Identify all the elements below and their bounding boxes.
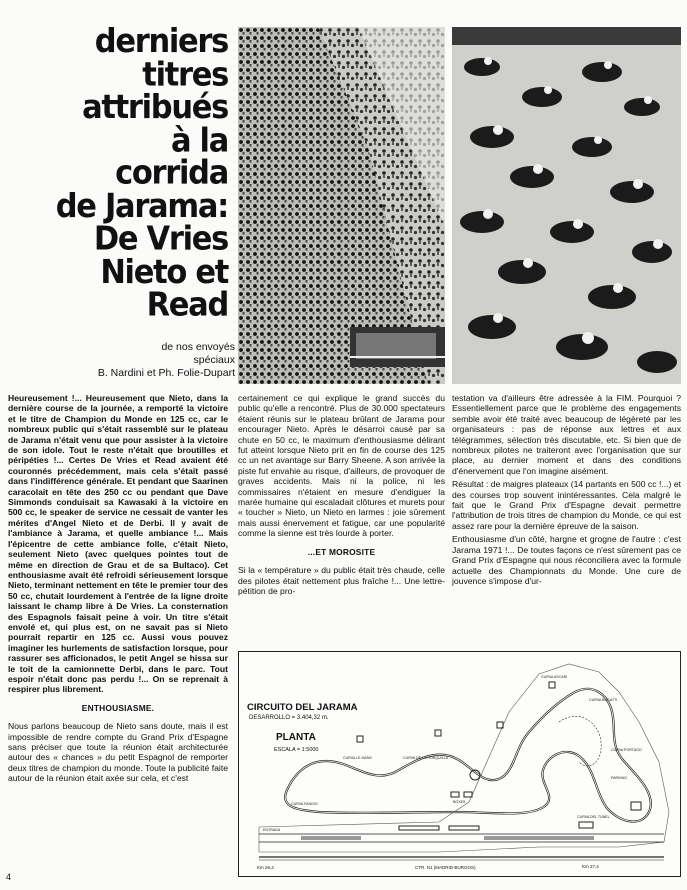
headline-line: titres <box>142 55 228 94</box>
map-label: CURVA LE MANS <box>343 756 372 760</box>
map-label: PARKING <box>611 776 627 780</box>
crowd-photo <box>238 27 445 384</box>
map-title: CIRCUITO DEL JARAMA <box>247 702 358 713</box>
headline-line: corrida <box>115 154 228 193</box>
byline-line: spéciaux <box>193 354 235 366</box>
article-column-3 <box>452 393 681 589</box>
motorcycles-photo <box>452 27 681 384</box>
byline <box>35 341 235 380</box>
subhead-enthousiasme: ENTHOUSIASME. <box>81 702 155 713</box>
map-label: CURVA DEL TUNEL <box>577 815 610 819</box>
paragraph: Nous parlons beaucoup de Nieto sans doute, mais il est impossible de rendre compte du Grand Prix d'Espagne sans préciser que toute la réunion était architecturée autour des « chances » du petit Espagnol de remporter deux titres de champion du monde. Toute la publicité faite autour de la réunion était axée sur cela, et c'est <box>8 721 228 784</box>
map-scale: ESCALA = 1:5000 <box>274 747 319 753</box>
headline-line: derniers <box>94 22 228 61</box>
map-km-left: Km 26,4 <box>257 865 274 870</box>
map-road-label: CTR. N1 (MADRID-BURGOS) <box>415 865 476 870</box>
article-column-1 <box>8 393 228 787</box>
page-number: 4 <box>6 872 12 882</box>
map-km-right: Km 27,4 <box>582 864 599 869</box>
byline-line: de nos envoyés <box>161 341 235 353</box>
map-label: ENTRADA <box>263 828 281 832</box>
paragraph: Résultat : de maigres plateaux (14 partants en 500 cc !...) et des courses trop souvent inintéressantes. Cela malgré le fait que le Grand Prix d'Espagne devait permettre l'attribution de trois titres de champion du Monde, ce qui est assez rare pour la dernière épreuve de la saison. <box>452 479 681 531</box>
byline-authors: B. Nardini et Ph. Folie-Dupart <box>97 367 235 379</box>
circuit-track-drawing <box>239 652 680 876</box>
article-column-2 <box>238 393 445 599</box>
map-label: BOXES <box>453 800 466 804</box>
map-label: CURVA DE LA HORQUILLA <box>403 756 449 760</box>
map-label: CURVA ASCARI <box>541 675 568 679</box>
circuit-map <box>238 651 681 877</box>
paragraph: Enthousiasme d'un côté, hargne et grogne de l'autre : c'est Jarama 1971 !... De toutes façons ce n'est sûrement pas ce Grand Prix d'Espagne qui nous réconciliera avec la formule actuelle des Championnats du Monde. Une cure de jouvence s'impose d'ur- <box>452 534 681 586</box>
lead-paragraph: Heureusement !... Heureusement que Nieto, dans la dernière course de la journée, a remporté la victoire et le titre de Champion du Monde en 125 cc, car le nombreux public qui s'était rassemblé sur le plateau de Jarama n'était venu que pour assister à la victoire de son idole. Tout le reste n'était que broutilles et péripéties !... Certes De Vries et Read avaient été couronnés précédemment, mais cela s'était passé dans l'indifférence générale. Et pendant que Saarinen caracolait en tête des 250 cc ou pendant que Dave Simmonds conduisait sa Kawasaki à la victoire en 500 cc, le speaker de service ne cessait de vanter les mérites d'Angel Nieto et de Derbi. Il y avait de l'ambiance à Jarama, et quelle ambiance !... Mais l'épicentre de cette ambiance folle, c'était Nieto, seulement Nieto (avec quelques pointes tout de même en direction de Grau et de sa Bultaco). Cet enthousiasme avait été refroidi sérieusement lorsque Nieto, terminant nettement en tête le premier tour des 50 cc, chutait lourdement à l'entrée de la ligne droite laissant le champ libre à De Vries. La consternation des Espagnols faisait peine à voir. Un titre s'était envolé et, qui plus est, on ne savait pas si Nieto pourrait repartir en 125 cc. Aussi vous pouvez imaginer les hurlements de satisfaction lorsque, pour rassurer ses afficionados, le petit Angel se hissa sur le toit de la camionnette Derbi, dans le parc. Tout espoir n'était donc pas perdu !... On se reprenait à respirer plus librement. <box>8 393 228 695</box>
map-label: CURVA FANGIO <box>291 802 318 806</box>
map-planta: PLANTA <box>276 732 316 743</box>
paragraph: certainement ce qui explique le grand succès du public qu'elle a rencontré. Plus de 30.000 spectateurs étaient réunis sur le plateau brûlant de Jarama pour encourager Nieto. Après le désarroi causé par sa chute en 50 cc, le maximum d'enthousiasme délirant fut atteint lorsque Nieto prit en fin de course des 125 cc un net avantage sur Barry Sheene. A son arrivée la piste fut envahie au risque, d'ailleurs, de provoquer de graves accidents. Mais ni la police, ni les commissaires n'étaient en mesure d'endiguer la marée humaine qui escaladait clôtures et murets pour « toucher » Nieto, un Nieto en larmes : joie sûrement mais aussi énervement et fatigue, car une popularité comme la sienne est très lourde à porter. <box>238 393 445 539</box>
headline-line: de Jarama: <box>55 187 228 226</box>
headline-line: Read <box>146 286 228 325</box>
headline-line: De Vries <box>93 220 228 259</box>
map-label: CURVA BUGATTI <box>589 698 618 702</box>
map-label: CURVA PORTAGO <box>611 748 642 752</box>
headline-line: à la <box>170 121 228 160</box>
paragraph: Si la « température » du public était très chaude, celle des pilotes était nettement plus fraîche !... Une lettre-pétition de pro- <box>238 565 445 596</box>
paragraph: testation va d'ailleurs être adressée à la FIM. Pourquoi ? Essentiellement parce que le problème des engagements semble avoir été traité avec beaucoup de légèreté par les organisateurs : pas de réponse aux lettres et aux télégrammes, sélection très discutable, etc. Si bien que de nombreux pilotes ne traiteront avec l'organisation que sur place, au dernier moment et dans des conditions d'énervement que l'on imagine aisément. <box>452 393 681 476</box>
headline-line: Nieto et <box>100 253 228 292</box>
subhead-morosite: ...ET MOROSITE <box>307 546 376 557</box>
map-development: DESARROLLO = 3.404,32 m. <box>249 715 329 721</box>
headline-line: attribués <box>82 88 228 127</box>
article-headline <box>40 22 228 325</box>
